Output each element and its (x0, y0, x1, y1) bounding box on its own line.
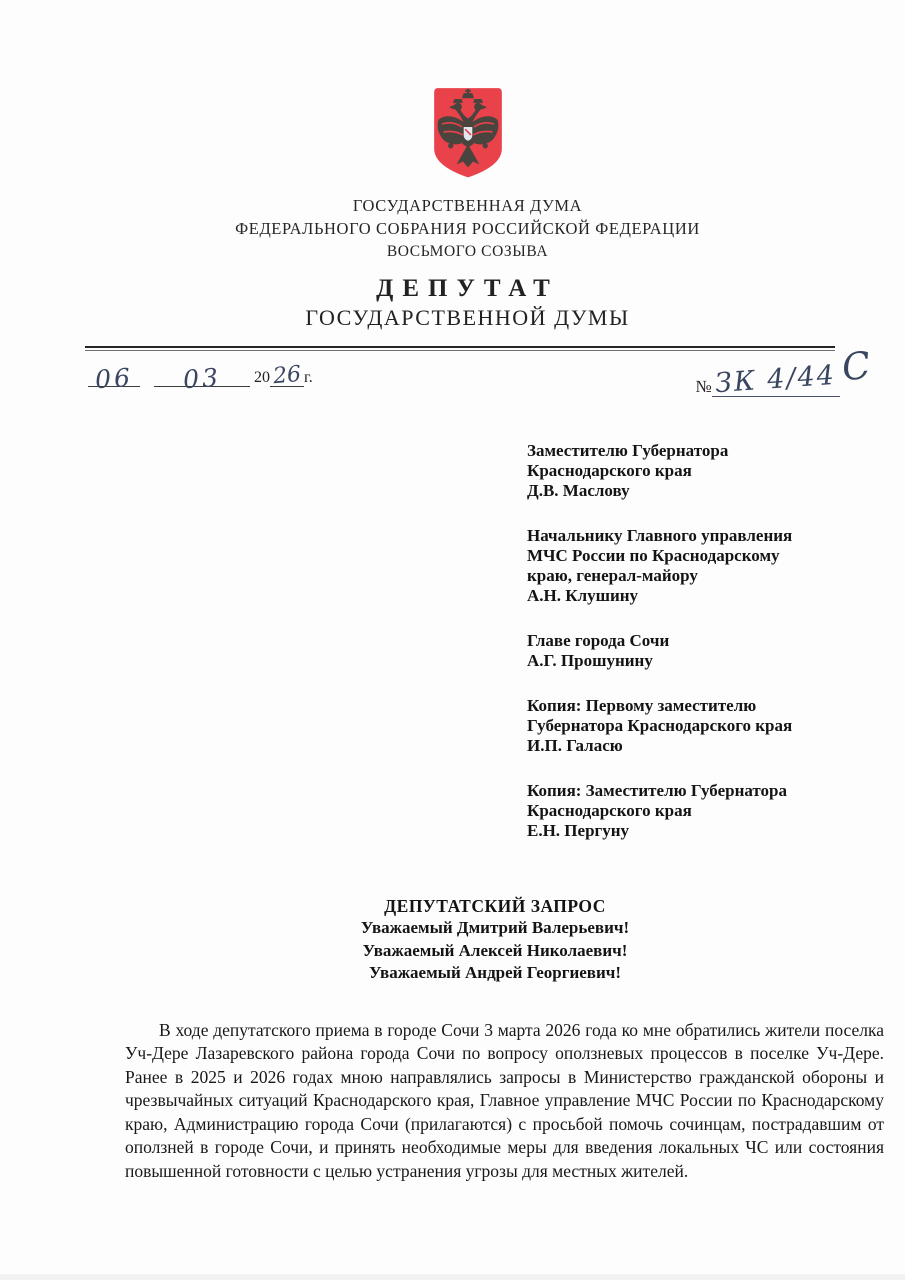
recipients-block (527, 441, 901, 866)
recipient-line: Копия: Заместителю Губернатора (527, 781, 788, 800)
russia-coat-of-arms-icon (432, 86, 504, 181)
date-number-row (88, 343, 880, 404)
letterhead-divider (85, 346, 835, 351)
recipient-line: Краснодарского края (527, 461, 692, 480)
deputy-title-line2: ГОСУДАРСТВЕННОЙ ДУМЫ (305, 305, 630, 330)
recipient-line: Губернатора Краснодарского края (527, 716, 793, 735)
recipient-line: Копия: Первому заместителю (527, 696, 757, 715)
salutations-block (125, 917, 865, 985)
recipient-line: краю, генерал-майору (527, 566, 698, 585)
year-prefix-printed: 20 (254, 369, 270, 386)
letterhead (30, 86, 905, 332)
handwritten-year: 26 (272, 361, 303, 390)
number-field (695, 343, 873, 400)
handwritten-number: ЗК 4/44 (714, 359, 838, 400)
recipient-line: МЧС России по Краснодарскому (527, 546, 780, 565)
recipient-line: Начальнику Главного управления (527, 526, 793, 545)
scan-edge-shadow (0, 1274, 905, 1280)
number-blank (712, 359, 840, 400)
body-paragraph: В ходе депутатского приема в городе Сочи 3 марта 2026 года ко мне обратились жители поселка Уч-Дере Лазаревского района города Сочи по вопросу оползневых процессов в поселке Уч-Дере. Ранее в 2025 и 2026 годах мною направлялись запросы в Министерство гражданской обороны и чрезвычайных ситуаций Краснодарского края, Главное управление МЧС России по Краснодарскому краю, Администрацию города Сочи (прилагаются) с просьбой помочь сочинцам, пострадавшим от оползней в городе Сочи, и принять необходимые меры для введения локальных ЧС или состояния повышенной готовности с целью устранения угрозы для местных жителей. (125, 1019, 884, 1181)
recipient-line: Главе города Сочи (527, 631, 670, 650)
handwritten-month: 03 (182, 362, 223, 395)
deputy-title-line1: ДЕПУТАТ (376, 275, 559, 302)
document-title: ДЕПУТАТСКИЙ ЗАПРОС (384, 895, 606, 916)
salutation-line: Уважаемый Андрей Георгиевич! (368, 963, 622, 982)
recipient-line: Е.Н. Пергуну (527, 821, 630, 840)
date-day-blank (88, 362, 140, 395)
recipient-group (527, 781, 901, 841)
salutation-line: Уважаемый Алексей Николаевич! (362, 940, 628, 960)
recipient-line: Краснодарского края (527, 801, 692, 820)
recipient-line: А.Н. Клушину (527, 586, 639, 605)
recipient-line: Заместителю Губернатора (527, 441, 729, 460)
recipient-group (527, 631, 901, 671)
date-field (88, 361, 313, 395)
number-sign: № (695, 377, 712, 396)
recipient-group (527, 441, 901, 501)
date-year-blank (270, 361, 304, 390)
recipient-line: И.П. Галасю (527, 736, 623, 755)
org-name-line2: ФЕДЕРАЛЬНОГО СОБРАНИЯ РОССИЙСКОЙ ФЕДЕРАЦИИ (235, 219, 700, 238)
handwritten-day: 06 (94, 362, 135, 395)
recipient-line: А.Г. Прошунину (527, 651, 653, 670)
salutation-line: Уважаемый Дмитрий Валерьевич! (360, 918, 630, 937)
year-suffix: г. (304, 369, 313, 386)
org-name-line3: ВОСЬМОГО СОЗЫВА (386, 243, 549, 260)
handwritten-number-suffix: С (839, 343, 873, 390)
date-month-blank (154, 362, 250, 395)
recipient-line: Д.В. Маслову (527, 481, 630, 500)
recipient-group (527, 526, 901, 606)
recipient-group (527, 696, 901, 756)
org-name-line1: ГОСУДАРСТВЕННАЯ ДУМА (352, 196, 583, 215)
